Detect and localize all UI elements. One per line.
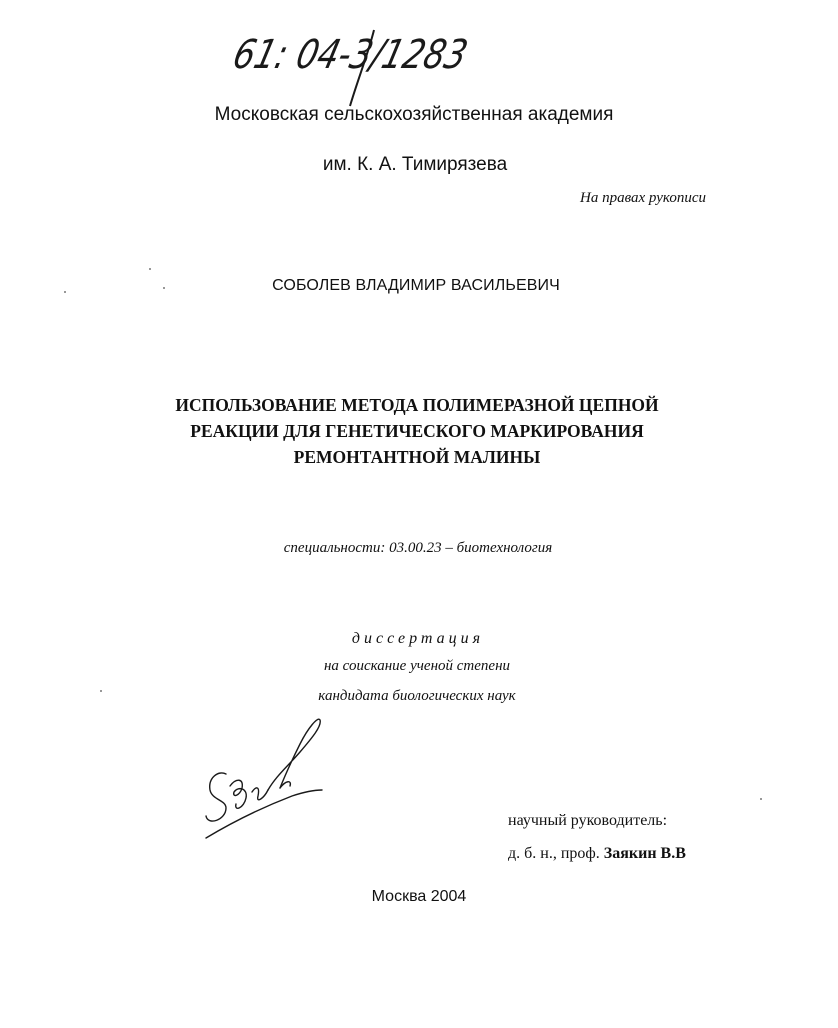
supervisor-line — [508, 837, 686, 870]
thesis-title-line: РЕМОНТАНТНОЙ МАЛИНЫ — [293, 447, 541, 467]
dissertation-degree-line-1: на соискание ученой степени — [323, 658, 511, 674]
supervisor-name: Заякин В.В — [603, 845, 686, 862]
signature-icon — [196, 716, 332, 844]
city-year: Москва 2004 — [371, 888, 467, 905]
thesis-title-line: ИСПОЛЬЗОВАНИЕ МЕТОДА ПОЛИМЕРАЗНОЙ ЦЕПНОЙ — [175, 395, 659, 415]
dissertation-degree-line-2: кандидата биологических наук — [318, 688, 516, 704]
institution-name: Московская сельскохозяйственная академия — [214, 104, 614, 125]
archive-code-text: 61: 04-3/1283 — [228, 30, 524, 78]
dissertation-type: диссертация — [351, 630, 485, 647]
supervisor-degree: д. б. н., проф. — [508, 845, 600, 862]
scan-speck — [149, 268, 151, 270]
institution-named-after: им. К. А. Тимирязева — [322, 154, 508, 175]
supervisor-label: научный руководитель: — [508, 812, 668, 829]
scan-speck — [760, 798, 762, 800]
author-name: СОБОЛЕВ ВЛАДИМИР ВАСИЛЬЕВИЧ — [272, 277, 560, 294]
archive-code-handwritten — [226, 24, 524, 114]
thesis-title — [120, 392, 714, 470]
rights-note: На правах рукописи — [580, 190, 706, 206]
thesis-title-line: РЕАКЦИИ ДЛЯ ГЕНЕТИЧЕСКОГО МАРКИРОВАНИЯ — [190, 421, 644, 441]
specialty: специальности: 03.00.23 – биотехнология — [283, 540, 553, 556]
supervisor-block — [508, 804, 686, 870]
